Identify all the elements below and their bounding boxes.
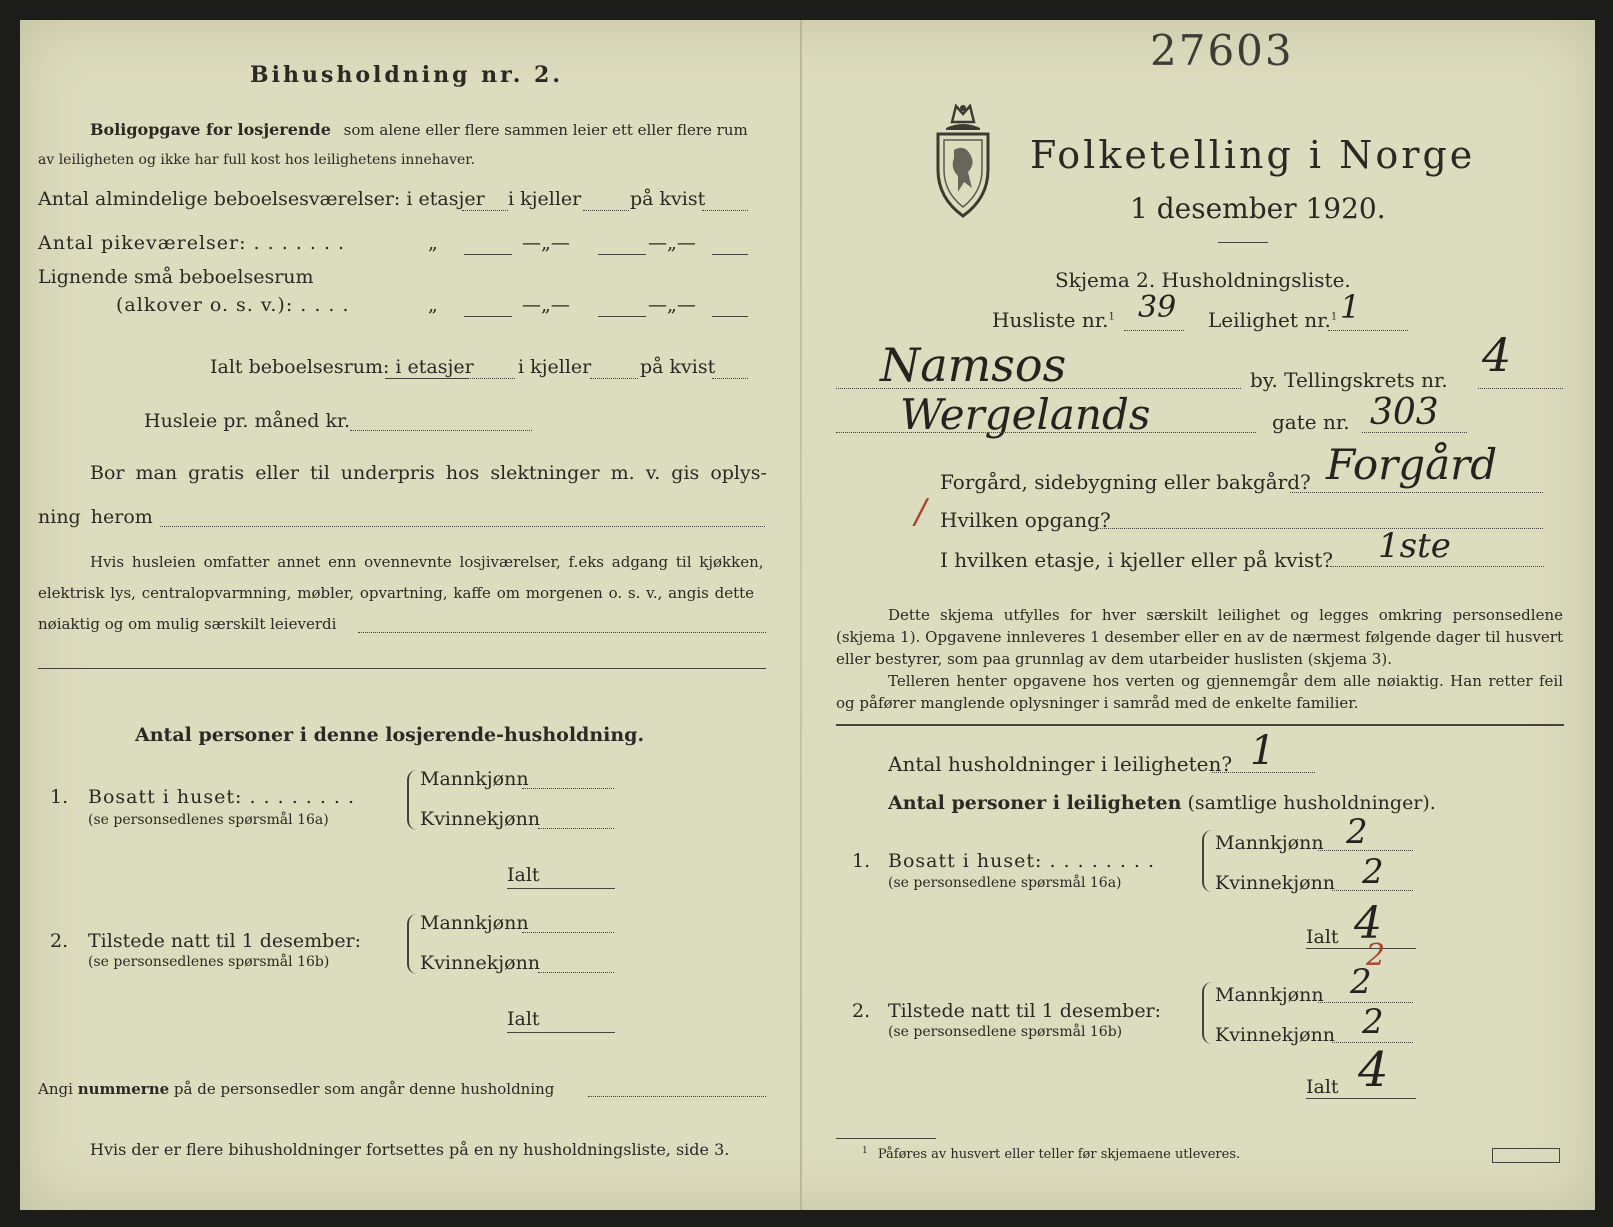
etasje-label: I hvilken etasje, i kjeller eller på kvist?: [940, 548, 1333, 572]
lign-ditto-1: „: [428, 294, 438, 316]
left-item2-number: 2.: [50, 930, 69, 952]
left-t-mann-field[interactable]: [522, 932, 614, 933]
left-footer: Hvis der er flere bihusholdninger fortsettes på en ny husholdningsliste, side 3.: [90, 1140, 730, 1159]
left-t-ialt-field[interactable]: [507, 1032, 615, 1033]
archive-number: 27603: [1150, 26, 1294, 75]
right-b-kvinne-label: Kvinnekjønn: [1215, 872, 1336, 894]
footnote: $^1$ Påføres av husvert eller teller før skjemaene utleveres.: [862, 1146, 1241, 1163]
pike-kvist-field[interactable]: [712, 254, 748, 255]
right-t-ialt-label: Ialt: [1306, 1076, 1339, 1098]
right-t-kvinne-value[interactable]: 2: [1362, 1002, 1384, 1042]
left-t-kvinne-label: Kvinnekjønn: [420, 952, 541, 974]
angi-line: [38, 1080, 554, 1098]
right-b-mann-field: [1318, 850, 1413, 851]
right-item1-sub: (se personsedlene spørsmål 16a): [888, 875, 1122, 891]
right-item2-number: 2.: [852, 1000, 871, 1022]
left-item1-brace: [407, 770, 417, 830]
right-t-mann-value[interactable]: 2: [1350, 962, 1372, 1002]
krets-field: [1478, 388, 1563, 389]
skjema-label: Skjema 2. Husholdningsliste.: [1055, 268, 1351, 292]
left-t-ialt-label: Ialt: [507, 1008, 540, 1030]
left-b-mann-field[interactable]: [522, 788, 614, 789]
right-item1-number: 1.: [852, 850, 871, 872]
hvis-line-2: elektrisk lys, centralopvarmning, møbler, opvartning, kaffe om morgenen o. s. v., angis dette: [38, 584, 755, 602]
husleie-field[interactable]: [350, 430, 532, 431]
alm-etasjer-field[interactable]: [462, 210, 508, 211]
right-b-kvinne-field: [1332, 890, 1413, 891]
ialt-kvist-label: på kvist: [640, 356, 716, 378]
ialt-etasjer-field[interactable]: [467, 378, 515, 379]
forgaard-label: Forgård, sidebygning eller bakgård?: [940, 470, 1311, 494]
ialt-kjeller-label: i kjeller: [518, 356, 592, 378]
city-value[interactable]: Namsos: [880, 338, 1067, 392]
right-t-ialt-field: [1306, 1098, 1416, 1099]
lign-kvist-field[interactable]: [712, 316, 748, 317]
left-item2-label: Tilstede natt til 1 desember:: [88, 930, 362, 952]
left-item1-number: 1.: [50, 786, 69, 808]
hush-label: Antal husholdninger i leiligheten?: [888, 752, 1233, 776]
red-check-two: 2: [1366, 938, 1386, 973]
pike-kjeller-field[interactable]: [598, 254, 646, 255]
info-paragraph-1: Dette skjema utfylles for hver særskilt leilighet og legges omkring personsedlene (skjema 1). Opgavene innleveres 1 desember eller en av de nærmest følgende dager til husvert eller bestyrer, som paa grunnlag av dem utarbeider huslisten (skjema 3).: [836, 606, 1563, 668]
coat-of-arms-icon: [930, 100, 996, 220]
persons-rest: (samtlige husholdninger).: [1187, 792, 1436, 814]
lign-ditto-3: —„—: [648, 294, 696, 316]
right-b-ialt-field: [1306, 948, 1416, 949]
info-divider: [836, 724, 1564, 726]
right-b-kvinne-value[interactable]: 2: [1362, 852, 1384, 892]
row-alm-label: Antal almindelige beboelsesværelser: i etasjer: [38, 188, 485, 210]
angi-field[interactable]: [588, 1096, 766, 1097]
left-t-mann-label: Mannkjønn: [420, 912, 529, 934]
opgang-field[interactable]: [1097, 528, 1543, 529]
right-b-ialt-label: Ialt: [1306, 926, 1339, 948]
right-date: 1 desember 1920.: [1130, 192, 1386, 225]
husliste-label: Husliste nr.$^1$: [992, 308, 1115, 332]
opgang-label: Hvilken opgang?: [940, 508, 1111, 532]
left-item2-sub: (se personsedlenes spørsmål 16b): [88, 954, 330, 970]
pike-ditto-1: „: [428, 232, 438, 254]
right-item1-brace: [1202, 830, 1212, 892]
lign-ditto-2: —„—: [522, 294, 570, 316]
bor-line-2: ning herom: [38, 506, 153, 528]
left-item2-brace: [407, 914, 417, 974]
krets-value[interactable]: 4: [1482, 328, 1512, 382]
page-fold: [800, 20, 802, 1210]
row-lign-label-1: Lignende små beboelsesrum: [38, 266, 314, 288]
left-item1-label: Bosatt i huset: . . . . . . . .: [88, 786, 356, 808]
title-divider: [1218, 242, 1268, 243]
row-ialt-label: Ialt beboelsesrum: i etasjer: [210, 356, 474, 378]
street-field: [836, 432, 1256, 433]
right-t-mann-label: Mannkjønn: [1215, 984, 1324, 1006]
left-b-kvinne-label: Kvinnekjønn: [420, 808, 541, 830]
by-label: by. Tellingskrets nr.: [1250, 368, 1448, 392]
gate-label: gate nr.: [1272, 410, 1350, 434]
right-b-mann-value[interactable]: 2: [1346, 812, 1368, 852]
alm-kjeller-label: i kjeller: [508, 188, 582, 210]
left-b-ialt-label: Ialt: [507, 864, 540, 886]
gate-value[interactable]: 303: [1370, 392, 1439, 433]
street-value[interactable]: Wergelands: [900, 390, 1151, 439]
persons-heading: [888, 792, 1436, 814]
right-item2-sub: (se personsedlene spørsmål 16b): [888, 1024, 1123, 1040]
leieverdi-field[interactable]: [358, 632, 766, 633]
right-t-kvinne-label: Kvinnekjønn: [1215, 1024, 1336, 1046]
left-persons-title: Antal personer i denne losjerende-husholdning.: [135, 724, 645, 746]
leieverdi-field-2[interactable]: [38, 668, 766, 669]
hvis-line-1: Hvis husleien omfatter annet enn ovennevnte losjiværelser, f.eks adgang til kjøkken,: [90, 553, 764, 571]
ialt-kjeller-field[interactable]: [590, 378, 638, 379]
lign-kjeller-field[interactable]: [598, 316, 646, 317]
gate-field: [1362, 432, 1467, 433]
husliste-field: [1124, 330, 1184, 331]
leilighet-value[interactable]: 1: [1340, 288, 1361, 326]
etasje-field: [1330, 566, 1544, 567]
forgaard-value[interactable]: Forgård: [1326, 440, 1498, 489]
leilighet-field: [1328, 330, 1408, 331]
etasje-value[interactable]: 1ste: [1378, 526, 1451, 566]
angi-a: Angi: [38, 1080, 73, 1098]
hvis-line-3: nøiaktig og om mulig særskilt leieverdi: [38, 615, 337, 633]
info-paragraph-2: Telleren henter opgavene hos verten og gjennemgår dem alle nøiaktig. Han retter feil og påfører manglende oplysninger i samråd med de enkelte familier.: [836, 672, 1563, 712]
left-b-ialt-field[interactable]: [507, 888, 615, 889]
lign-etasjer-field[interactable]: [464, 316, 512, 317]
bor-line-1: Bor man gratis eller til underpris hos slektninger m. v. gis oplys-: [90, 462, 767, 484]
alm-kjeller-field[interactable]: [583, 210, 629, 211]
right-t-ialt-value[interactable]: 4: [1358, 1042, 1389, 1098]
bor-field[interactable]: [160, 526, 765, 527]
left-b-mann-label: Mannkjønn: [420, 768, 529, 790]
right-title: Folketelling i Norge: [1030, 133, 1476, 177]
husleie-label: Husleie pr. måned kr.: [144, 410, 351, 432]
right-b-mann-label: Mannkjønn: [1215, 832, 1324, 854]
intro-line-1: [90, 120, 748, 139]
intro-rest: som alene eller flere sammen leier ett eller flere rum: [343, 121, 748, 139]
city-field: [836, 388, 1241, 389]
angi-c: på de personsedler som angår denne husholdning: [173, 1080, 555, 1098]
alm-kvist-label: på kvist: [630, 188, 706, 210]
left-t-kvinne-field[interactable]: [538, 972, 614, 973]
row-pike-label: Antal pikeværelser: . . . . . . .: [38, 232, 346, 254]
forgaard-field: [1290, 492, 1543, 493]
intro-line-2: av leiligheten og ikke har full kost hos leilighetens innehaver.: [38, 152, 475, 168]
angi-b: nummerne: [77, 1080, 170, 1098]
row-lign-label-2: (alkover o. s. v.): . . . .: [116, 294, 350, 316]
printer-mark-icon: [1492, 1148, 1560, 1163]
left-b-kvinne-field[interactable]: [538, 828, 614, 829]
left-item1-sub: (se personsedlenes spørsmål 16a): [88, 812, 329, 828]
pike-ditto-3: —„—: [648, 232, 696, 254]
pike-ditto-2: —„—: [522, 232, 570, 254]
pike-etasjer-field[interactable]: [464, 254, 512, 255]
intro-bold: Boligopgave for losjerende: [90, 120, 331, 139]
husliste-value[interactable]: 39: [1138, 290, 1177, 325]
alm-kvist-field[interactable]: [702, 210, 748, 211]
footnote-rule: [836, 1138, 936, 1139]
right-item2-label: Tilstede natt til 1 desember:: [888, 1000, 1162, 1022]
right-item1-label: Bosatt i huset: . . . . . . . .: [888, 850, 1156, 872]
ialt-etasjer-underline: [385, 378, 467, 379]
right-b-ialt-value[interactable]: 4: [1354, 898, 1382, 949]
right-item2-brace: [1202, 982, 1212, 1044]
hush-value[interactable]: 1: [1250, 728, 1276, 774]
left-title: Bihusholdning nr. 2.: [250, 62, 563, 88]
persons-bold: Antal personer i leiligheten: [888, 792, 1182, 814]
hush-field: [1212, 772, 1315, 773]
leilighet-label: Leilighet nr.$^1$: [1208, 308, 1338, 332]
red-check-mark: /: [915, 492, 927, 532]
ialt-kvist-field[interactable]: [712, 378, 748, 379]
